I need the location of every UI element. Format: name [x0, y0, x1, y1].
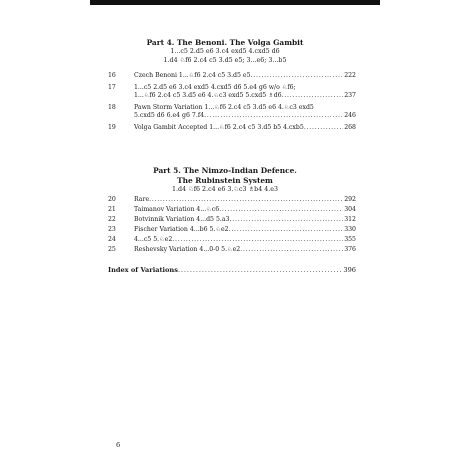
- entry-text: Pawn Storm Variation 1...♘f6 2.c4 c5 3.d5 e6 4.♘c3 exd5: [134, 104, 314, 111]
- part4-title: Part 4. The Benoni. The Volga Gambit: [146, 38, 304, 47]
- leader-dots: [204, 112, 343, 120]
- entry-page: 376: [344, 246, 356, 253]
- entry-page: 312: [344, 216, 356, 223]
- leader-dots: [219, 206, 343, 214]
- index-page: 396: [343, 266, 356, 274]
- entry-number: 17: [108, 84, 116, 91]
- leader-dots: [230, 216, 344, 224]
- part5-moves: 1.d4 ♘f6 2.c4 e6 3.♘c3 ♗b4 4.e3: [172, 186, 278, 193]
- entry-text: Reshevsky Variation 4...0-0 5.♘e2: [134, 246, 241, 253]
- entry-text: 4...c5 5.♘e2: [134, 236, 173, 243]
- entry-text: Taimanov Variation 4...♘c6: [134, 206, 220, 213]
- page-number: 6: [116, 441, 121, 449]
- entry-number: 18: [108, 104, 116, 111]
- entry-page: 330: [344, 226, 356, 233]
- entry-page: 246: [344, 112, 356, 120]
- leader-dots: [229, 226, 344, 234]
- leader-dots: [282, 92, 344, 100]
- entry-text: 1...c5 2.d5 e6 3.c4 exd5 4.cxd5 d6 5.e4 g6 w/o ♘f6;: [134, 84, 296, 91]
- leader-dots: [304, 124, 343, 132]
- part5-heading: [100, 166, 350, 195]
- part5-title-1: Part 5. The Nimzo-Indian Defence.: [153, 166, 297, 175]
- entry-text: Botvinnik Variation 4...d5 5.a3: [134, 216, 230, 223]
- leader-dots: [172, 236, 343, 244]
- entry-number: 20: [108, 196, 116, 203]
- entry-number: 23: [108, 226, 116, 233]
- entry-number: 22: [108, 216, 116, 223]
- leader-dots: [178, 266, 342, 274]
- entry-page: 222: [344, 72, 356, 79]
- entry-page: 292: [344, 196, 356, 203]
- leader-dots: [251, 72, 344, 80]
- index-label: Index of Variations: [108, 266, 178, 274]
- entry-page: 237: [344, 92, 356, 100]
- leader-dots: [149, 196, 343, 204]
- entry-page: 304: [344, 206, 356, 213]
- entry-number: 16: [108, 72, 116, 79]
- part4-heading: [100, 38, 350, 65]
- entry-text-cont: 5.cxd5 d6 6.e4 g6 7.f4: [134, 112, 205, 120]
- entry-number: 19: [108, 124, 116, 131]
- entry-page: 268: [344, 124, 356, 131]
- entry-number: 25: [108, 246, 116, 253]
- part5-title-2: The Rubinstein System: [177, 176, 273, 185]
- entry-page: 355: [344, 236, 356, 243]
- entry-text: Czech Benoni 1...♘f6 2.c4 c5 3.d5 e5: [134, 72, 251, 79]
- leader-dots: [240, 246, 343, 254]
- entry-text: Rare: [134, 196, 150, 203]
- toc-entry-index[interactable]: [108, 266, 356, 274]
- part4-moves-1: 1...c5 2.d5 e6 3.c4 exd5 4.cxd5 d6: [170, 48, 280, 55]
- part4-moves-2: 1.d4 ♘f6 2.c4 c5 3.d5 e5; 3...e6; 3...b5: [163, 56, 287, 64]
- entry-text-cont: 1...♘f6 2.c4 c5 3.d5 e6 4.♘c3 exd5 5.cxd5 ♗d6: [134, 92, 282, 100]
- entry-text: Fischer Variation 4...b6 5.♘e2: [134, 226, 229, 233]
- entry-number: 21: [108, 206, 116, 213]
- entry-number: 24: [108, 236, 116, 243]
- entry-text: Volga Gambit Accepted 1...♘f6 2.c4 c5 3.d5 b5 4.cxb5: [134, 124, 304, 131]
